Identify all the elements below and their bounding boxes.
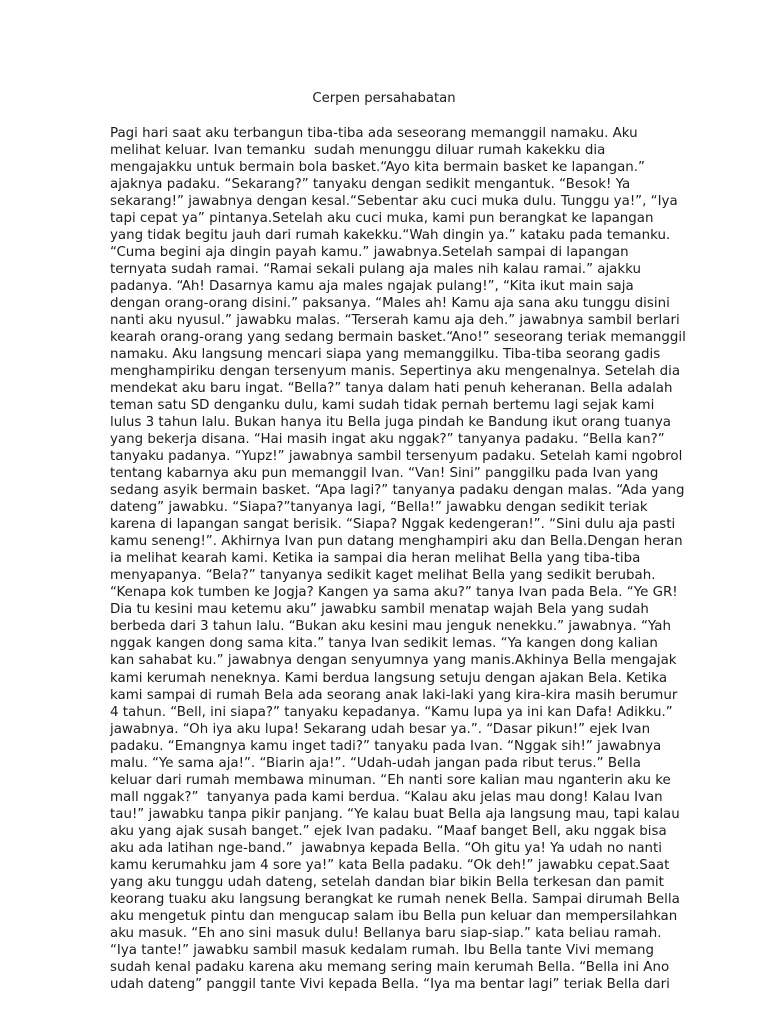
text-line: udah dateng” panggil tante Vivi kepada Bella. “Iya ma bentar lagi” teriak Bella dari	[110, 976, 670, 992]
document-title: Cerpen persahabatan	[312, 91, 456, 106]
text-line: tentang kabarnya aku pun memanggil Ivan. “Van! Sini” panggilku pada Ivan yang	[110, 466, 659, 482]
text-line: keluar dari rumah membawa minuman. “Eh nanti sore kalian mau nganterin aku ke	[110, 772, 671, 788]
text-line: kami kerumah neneknya. Kami berdua langsung setuju dengan ajakan Bela. Ketika	[110, 670, 668, 686]
text-line: 4 tahun. “Bell, ini siapa?” tanyaku kepadanya. “Kamu lupa ya ini kan Dafa! Adikku.”	[110, 704, 673, 720]
text-line: aku yang ajak susah banget.” ejek Ivan padaku. “Maaf banget Bell, aku nggak bisa	[110, 823, 667, 839]
text-line: berbeda dari 3 tahun lalu. “Bukan aku kesini mau jenguk nenekku.” jawabnya. “Yah	[110, 619, 671, 635]
text-line: kamu seneng!”. Akhirnya Ivan pun datang menghampiri aku dan Bella.Dengan heran	[110, 534, 683, 550]
text-line: padanya. “Ah! Dasarnya kamu aja males ngajak pulang!”, “Kita ikut main saja	[110, 279, 634, 295]
text-line: tau!” jawabku tanpa pikir panjang. “Ye kalau buat Bella aja langsung mau, tapi kalau	[110, 806, 680, 822]
text-line: namaku. Aku langsung mencari siapa yang memanggilku. Tiba-tiba seorang gadis	[110, 347, 661, 363]
text-line: mengajakku untuk bermain bola basket.“Ayo kita bermain basket ke lapangan.”	[110, 160, 645, 176]
text-line: sudah kenal padaku karena aku memang sering main kerumah Bella. “Bella ini Ano	[110, 959, 670, 975]
text-line: keorang tuaku aku langsung berangkat ke rumah nenek Bella. Sampai dirumah Bella	[110, 891, 680, 907]
text-line: sekarang!” jawabnya dengan kesal.“Sebentar aku cuci muka dulu. Tunggu ya!”, “Iya	[110, 194, 678, 210]
text-line: aku masuk. “Eh ano sini masuk dulu! Bellanya baru siap-siap.” kata beliau ramah.	[110, 925, 662, 941]
text-line: ternyata sudah ramai. “Ramai sekali pulang aja males nih kalau ramai.” ajakku	[110, 262, 641, 278]
text-line: yang bekerja disana. “Hai masih ingat aku nggak?” tanyanya padaku. “Bella kan?”	[110, 432, 665, 448]
text-line: nanti aku nyusul.” jawabku malas. “Terserah kamu aja deh.” jawabnya sambil berlari	[110, 313, 680, 329]
text-line: sedang asyik bermain basket. “Apa lagi?” tanyanya padaku dengan malas. “Ada yang	[110, 483, 685, 499]
text-line: teman satu SD denganku dulu, kami sudah tidak pernah bertemu lagi sejak kami	[110, 398, 655, 414]
text-line: dateng” jawabku. “Siapa?”tanyanya lagi, “Bella!” jawabku dengan sedikit teriak	[110, 500, 648, 516]
text-line: kami sampai di rumah Bela ada seorang anak laki-laki yang kira-kira masih berumur	[110, 687, 678, 703]
text-line: aku mengetuk pintu dan mengucap salam ibu Bella pun keluar dan mempersilahkan	[110, 908, 678, 924]
text-line: dengan orang-orang disini.” paksanya. “Males ah! Kamu aja sana aku tunggu disini	[110, 296, 670, 312]
text-line: “Iya tante!” jawabku sambil masuk kedalam rumah. Ibu Bella tante Vivi memang	[110, 942, 654, 958]
text-line: yang aku tunggu udah dateng, setelah dandan biar bikin Bella terkesan dan pamit	[110, 874, 664, 890]
text-line: “Cuma begini aja dingin payah kamu.” jawabnya.Setelah sampai di lapangan	[110, 245, 629, 261]
text-line: menyapanya. “Bela?” tanyanya sedikit kaget melihat Bella yang sedikit berubah.	[110, 568, 656, 584]
text-line: melihat keluar. Ivan temanku sudah menunggu diluar rumah kakekku dia	[110, 143, 606, 159]
text-line: jawabnya. “Oh iya aku lupa! Sekarang udah besar ya.”. “Dasar pikun!” ejek Ivan	[110, 721, 651, 737]
text-line: malu. “Ye sama aja!”. “Biarin aja!”. “Udah-udah jangan pada ribut terus.” Bella	[110, 755, 641, 771]
text-line: kearah orang-orang yang sedang bermain basket.“Ano!” seseorang teriak memanggil	[110, 330, 686, 346]
text-line: Dia tu kesini mau ketemu aku” jawabku sambil menatap wajah Bela yang sudah	[110, 602, 649, 618]
text-line: kamu kerumahku jam 4 sore ya!” kata Bella padaku. “Ok deh!” jawabku cepat.Saat	[110, 857, 670, 873]
text-line: tapi cepat ya” pintanya.Setelah aku cuci muka, kami pun berangkat ke lapangan	[110, 211, 654, 227]
text-line: yang tidak begitu jauh dari rumah kakekku.“Wah dingin ya.” kataku pada temanku.	[110, 228, 671, 244]
text-line: aku ada latihan nge-band.” jawabnya kepada Bella. “Oh gitu ya! Ya udah no nanti	[110, 840, 663, 856]
text-line: padaku. “Emangnya kamu inget tadi?” tanyaku pada Ivan. “Nggak sih!” jawabnya	[110, 738, 662, 754]
text-line: menghampiriku dengan tersenyum manis. Sepertinya aku mengenalnya. Setelah dia	[110, 364, 681, 380]
text-line: lulus 3 tahun lalu. Bukan hanya itu Bella juga pindah ke Bandung ikut orang tuanya	[110, 415, 671, 431]
text-line: tanyaku padanya. “Yupz!” jawabnya sambil tersenyum padaku. Setelah kami ngobrol	[110, 449, 683, 465]
text-line: mall nggak?” tanyanya pada kami berdua. “Kalau aku jelas mau dong! Kalau Ivan	[110, 789, 663, 805]
text-line: “Kenapa kok tumben ke Jogja? Kangen ya sama aku?” tanya Ivan pada Bela. “Ye GR!	[110, 585, 678, 601]
text-line: karena di lapangan sangat berisik. “Siapa? Nggak kedengeran!”. “Sini dulu aja pasti	[110, 517, 676, 533]
text-line: nggak kangen dong sama kita.” tanya Ivan sedikit lemas. “Ya kangen dong kalian	[110, 636, 658, 652]
text-line: kan sahabat ku.” jawabnya dengan senyumnya yang manis.Akhinya Bella mengajak	[110, 653, 677, 669]
text-line: ajaknya padaku. “Sekarang?” tanyaku dengan sedikit mengantuk. “Besok! Ya	[110, 177, 631, 193]
text-line: Pagi hari saat aku terbangun tiba-tiba ada seseorang memanggil namaku. Aku	[110, 126, 638, 141]
story-body	[110, 125, 686, 993]
text-line: mendekat aku baru ingat. “Bella?” tanya dalam hati penuh keheranan. Bella adalah	[110, 381, 673, 397]
text-line: ia melihat kearah kami. Ketika ia sampai dia heran melihat Bella yang tiba-tiba	[110, 551, 641, 567]
